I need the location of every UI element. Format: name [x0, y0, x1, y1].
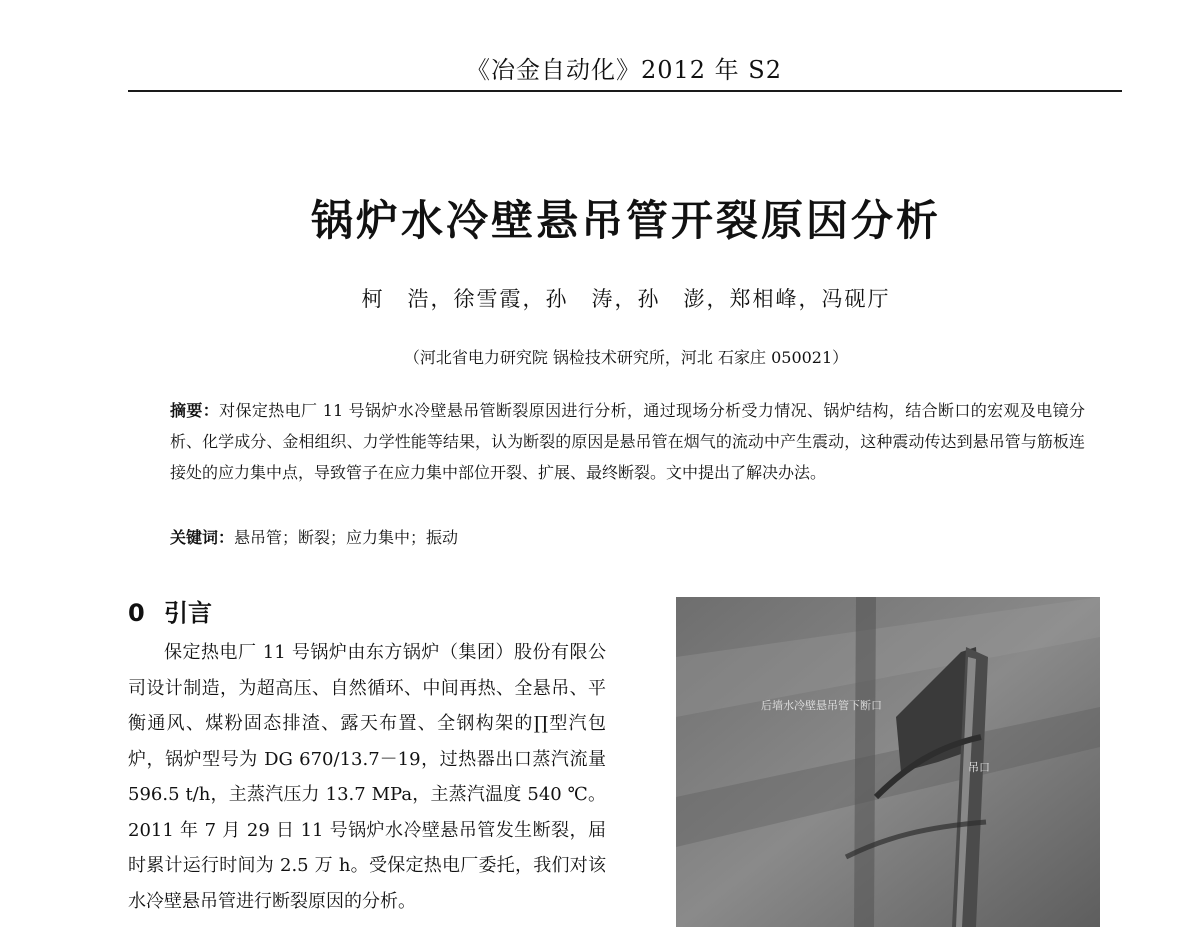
header-rule	[128, 90, 1122, 92]
section-number: 0	[128, 599, 145, 627]
authors: 柯 浩，徐雪霞，孙 涛，孙 澎，郑相峰，冯砚厅	[361, 287, 891, 311]
keywords-label: 关键词：	[170, 528, 235, 547]
paper-title: 锅炉水冷壁悬吊管开裂原因分析	[310, 196, 941, 245]
intro-paragraph: 保定热电厂 11 号锅炉由东方锅炉（集团）股份有限公司设计制造，为超高压、自然循环、中间再热、全悬吊、平衡通风、煤粉固态排渣、露天布置、全钢构架的∏型汽包炉，锅炉型号为 DG 670/13.7－19，过热器出口蒸汽流量 596.5 t/h，主蒸汽压力 13.7 MPa，主蒸汽温度 540 ℃。2011 年 7 月 29 日 11 号锅炉水冷壁悬吊管发生断裂，届时累计运行时间为 2.5 万 h。受保定热电厂委托，我们对该水冷壁悬吊管进行断裂原因的分析。	[128, 642, 606, 912]
affiliation: （河北省电力研究院 锅检技术研究所，河北 石家庄 050021）	[403, 348, 849, 367]
figure-label-2: 吊口	[968, 761, 990, 774]
abstract	[170, 395, 1085, 488]
journal-header: 《冶金自动化》2012 年 S2	[465, 56, 783, 84]
section-title: 引言	[164, 599, 212, 627]
keywords	[170, 524, 1085, 552]
abstract-text: 对保定热电厂 11 号锅炉水冷壁悬吊管断裂原因进行分析，通过现场分析受力情况、锅炉结构，结合断口的宏观及电镜分析、化学成分、金相组织、力学性能等结果，认为断裂的原因是悬吊管在烟气的流动中产生震动，这种震动传达到悬吊管与筋板连接处的应力集中点，导致管子在应力集中部位开裂、扩展、最终断裂。文中提出了解决办法。	[170, 401, 1085, 482]
figure-label: 后墙水冷壁悬吊管下断口	[761, 699, 882, 712]
tube-shadow	[854, 597, 876, 927]
fracture-photo	[676, 597, 1100, 927]
section-heading	[128, 593, 212, 628]
keywords-text: 悬吊管；断裂；应力集中；振动	[234, 528, 459, 547]
abstract-label: 摘要：	[170, 401, 220, 420]
fracture-photo-graphic	[676, 597, 1100, 927]
